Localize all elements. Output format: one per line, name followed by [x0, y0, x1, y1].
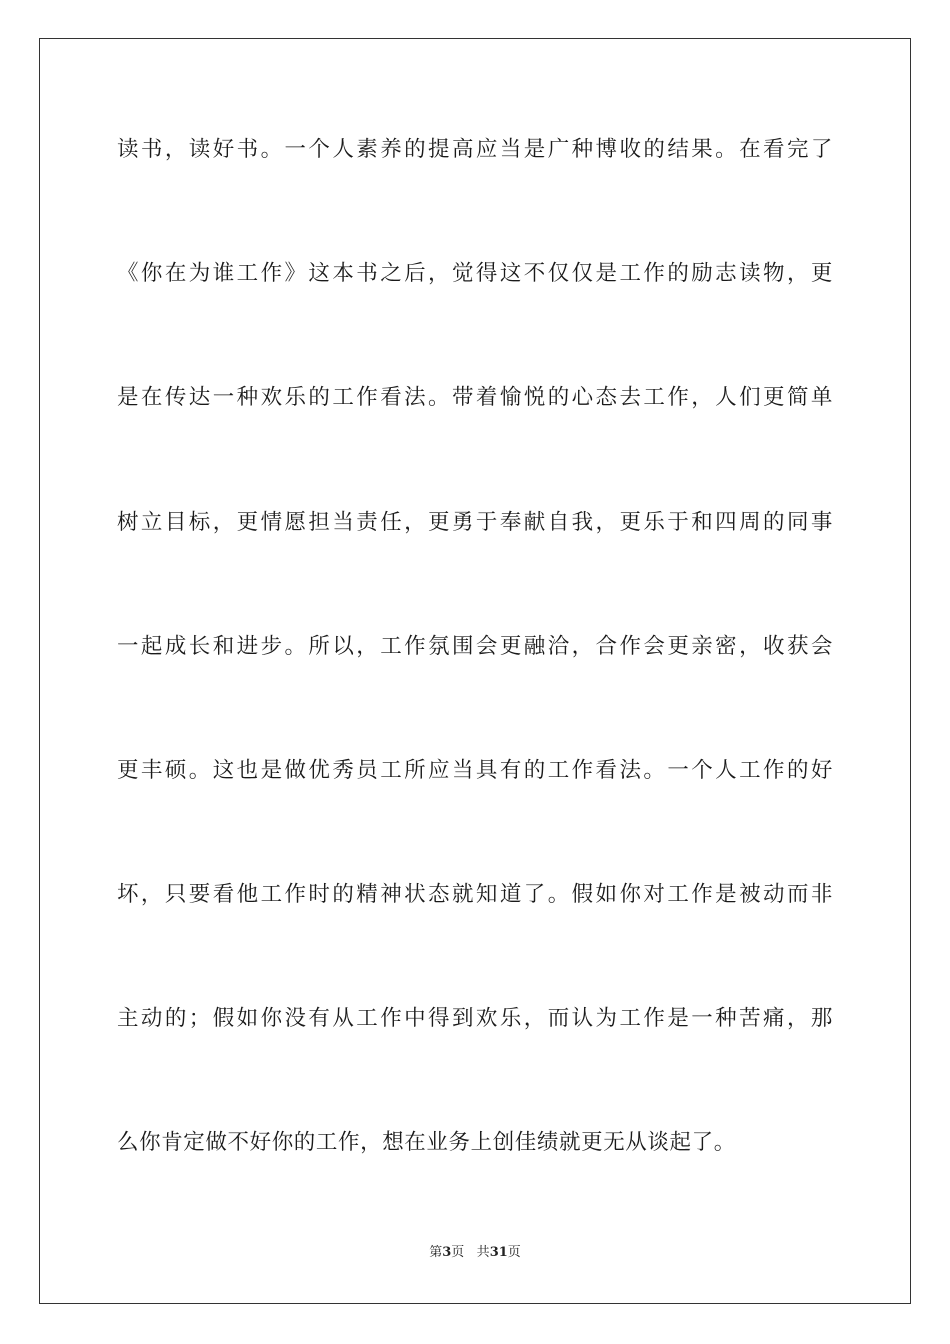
page-border: [39, 38, 911, 1304]
page-number: 3: [442, 1245, 452, 1260]
text-line: 么你肯定做不好你的工作，想在业务上创佳绩就更无从谈起了。: [117, 1130, 736, 1155]
text-line: 是在传达一种欢乐的工作看法。带着愉悦的心态去工作，人们更简单: [117, 385, 833, 410]
page-footer: [0, 1244, 950, 1262]
total-pages-prefix: 共: [476, 1245, 490, 1260]
page-number-suffix: 页: [451, 1245, 465, 1260]
total-pages: 31: [489, 1245, 508, 1260]
text-line: 一起成长和进步。所以，工作氛围会更融洽，合作会更亲密，收获会: [117, 634, 833, 659]
total-pages-suffix: 页: [507, 1245, 521, 1260]
text-line: 坏，只要看他工作时的精神状态就知道了。假如你对工作是被动而非: [117, 882, 833, 907]
text-line: 读书，读好书。一个人素养的提高应当是广种博收的结果。在看完了: [117, 137, 833, 162]
page-number-prefix: 第: [429, 1245, 443, 1260]
footer-spacer: [464, 1245, 476, 1260]
text-line: 《你在为谁工作》这本书之后，觉得这不仅仅是工作的励志读物，更: [117, 261, 833, 286]
text-line: 树立目标，更情愿担当责任，更勇于奉献自我，更乐于和四周的同事: [117, 510, 833, 535]
text-line: 更丰硕。这也是做优秀员工所应当具有的工作看法。一个人工作的好: [117, 758, 833, 783]
text-line: 主动的；假如你没有从工作中得到欢乐，而认为工作是一种苦痛，那: [117, 1006, 833, 1031]
